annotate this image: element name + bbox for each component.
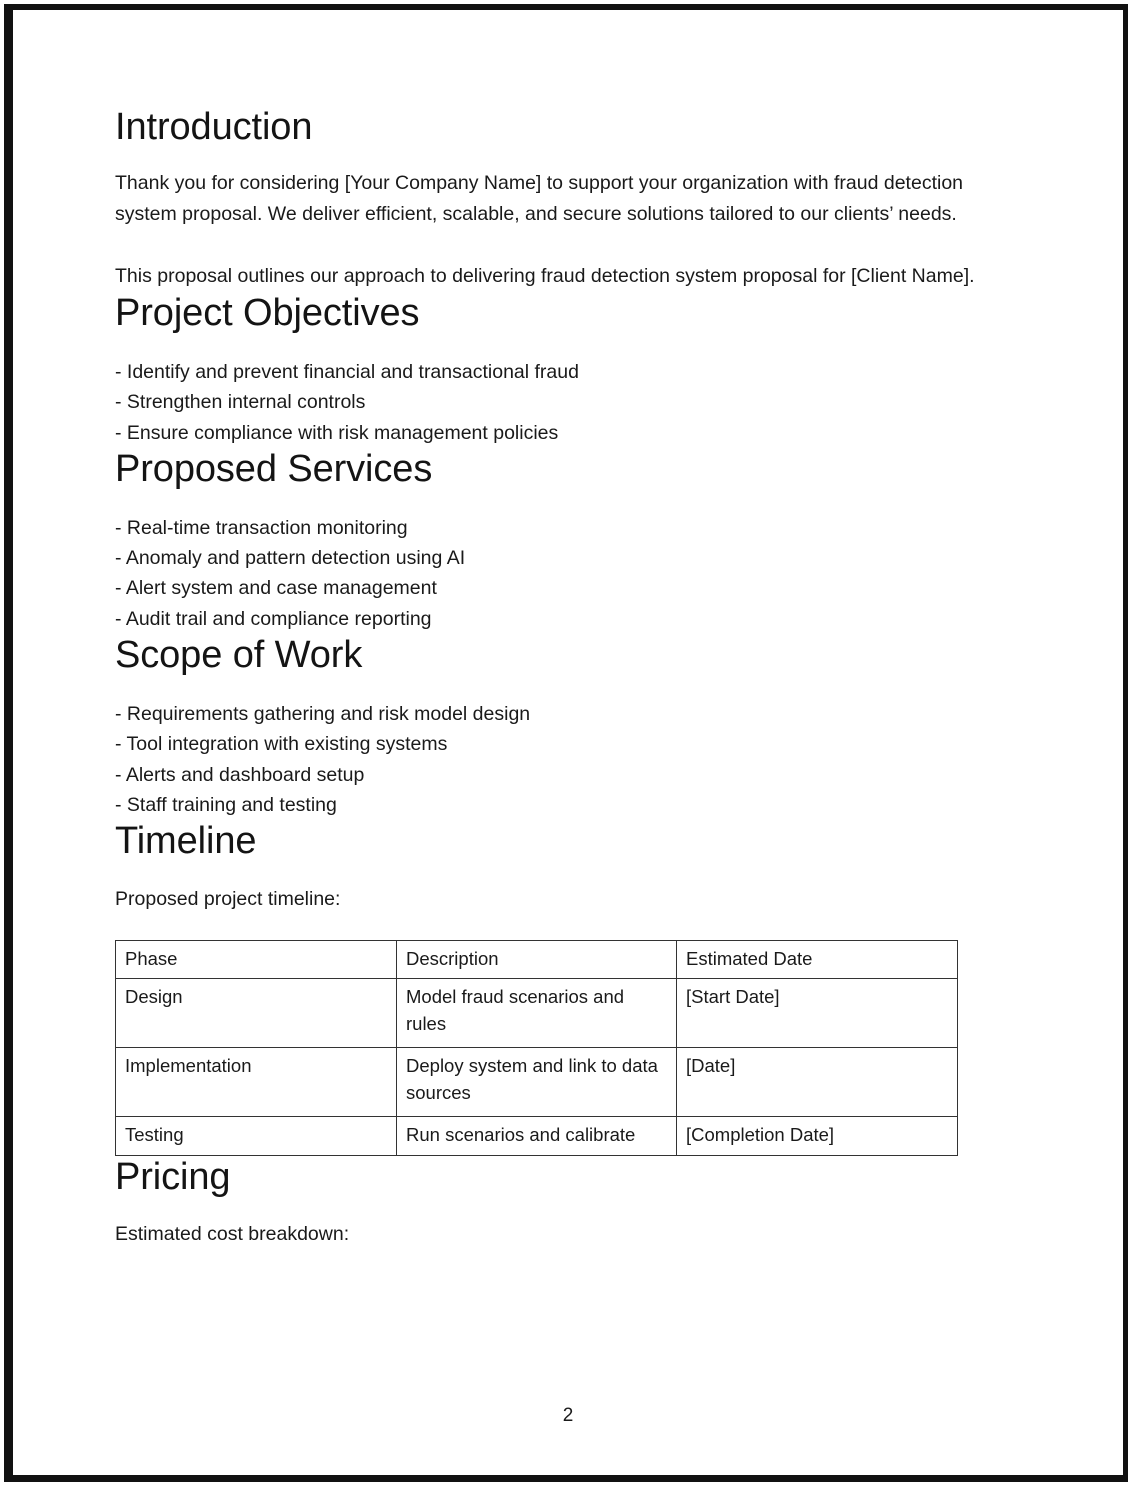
section-heading-scope-of-work: Scope of Work (115, 634, 363, 677)
table-cell-phase: Implementation (116, 1048, 397, 1117)
table-row (116, 979, 958, 1048)
table-cell-description: Run scenarios and calibrate (397, 1117, 677, 1155)
list-item: - Staff training and testing (115, 793, 337, 816)
table-cell-phase: Testing (116, 1117, 397, 1155)
list-item: - Alerts and dashboard setup (115, 763, 365, 786)
list-item: - Real-time transaction monitoring (115, 516, 408, 539)
section-heading-timeline: Timeline (115, 820, 257, 863)
proposed-services-list (115, 513, 995, 635)
section-heading-pricing: Pricing (115, 1155, 231, 1198)
page-title: Introduction (115, 106, 313, 148)
table-row (116, 1048, 958, 1117)
timeline-lead-in: Proposed project timeline: (115, 887, 341, 910)
section-heading-proposed-services: Proposed Services (115, 448, 433, 491)
page-number: 2 (562, 1405, 574, 1426)
introduction-paragraph-2: This proposal outlines our approach to delivering fraud detection system proposal for [Client Name]. (115, 264, 975, 287)
list-item: - Tool integration with existing systems (115, 733, 448, 756)
table-cell-date: [Completion Date] (677, 1117, 958, 1155)
list-item: - Ensure compliance with risk management policies (115, 421, 559, 444)
table-cell-phase: Design (116, 979, 397, 1048)
timeline-table (115, 940, 958, 1156)
table-header-cell: Description (397, 941, 677, 979)
project-objectives-list (115, 357, 995, 448)
table-cell-date: [Start Date] (677, 979, 958, 1048)
table-cell-description: Model fraud scenarios and rules (397, 979, 677, 1048)
page-border (4, 4, 1128, 1482)
table-header-cell: Estimated Date (677, 941, 958, 979)
table-header-cell: Phase (116, 941, 397, 979)
table-cell-description: Deploy system and link to data sources (397, 1048, 677, 1117)
table-row (116, 1117, 958, 1155)
list-item: - Strengthen internal controls (115, 391, 366, 414)
list-item: - Identify and prevent financial and transactional fraud (115, 360, 579, 383)
document-page (13, 10, 1123, 1475)
table-header-row (116, 941, 958, 979)
pricing-lead-in: Estimated cost breakdown: (115, 1223, 350, 1246)
scope-of-work-list (115, 699, 995, 821)
list-item: - Requirements gathering and risk model design (115, 702, 531, 725)
introduction-paragraph-1: Thank you for considering [Your Company Name] to support your organization with fraud detection system proposal. We deliver efficient, scalable, and secure solutions tailored to our clients’ needs. (115, 171, 964, 226)
list-item: - Anomaly and pattern detection using AI (115, 547, 466, 569)
list-item: - Alert system and case management (115, 577, 437, 600)
document-content (115, 106, 995, 1250)
table-cell-date: [Date] (677, 1048, 958, 1117)
list-item: - Audit trail and compliance reporting (115, 607, 432, 630)
section-heading-project-objectives: Project Objectives (115, 292, 420, 335)
